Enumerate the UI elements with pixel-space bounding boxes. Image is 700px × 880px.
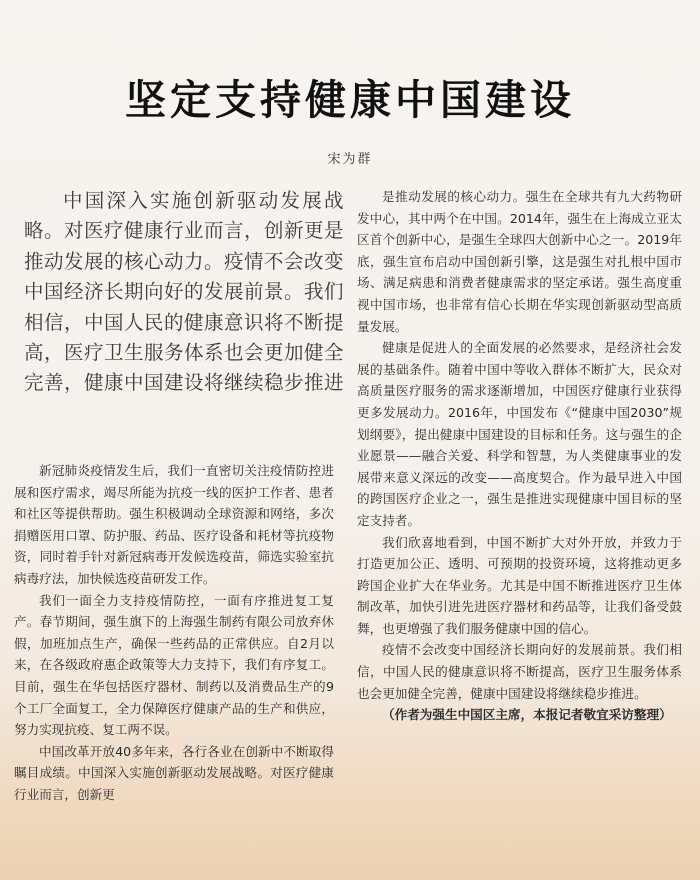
body-paragraph: 健康是促进人的全面发展的必然要求，是经济社会发展的基础条件。随着中国中等收入群体不断扩大，民众对高质量医疗服务的需求逐渐增加，中国医疗健康行业获得更多发展动力。2016年，中国发布《“健康中国2030”规划纲要》，提出健康中国建设的目标和任务。这与强生的企业愿景——融合关爱、科学和智慧，为人类健康事业的发展带来意义深远的改变——高度契合。作为最早进入中国的跨国医疗企业之一，强生是推进实现健康中国目标的坚定支持者。 (357, 340, 682, 528)
body-paragraph: 中国改革开放40多年来，各行各业在创新中不断取得瞩目成绩。中国深入实施创新驱动发展战略。对医疗健康行业而言，创新更 (14, 743, 334, 802)
pull-quote: 中国深入实施创新驱动发展战略。对医疗健康行业而言，创新更是推动发展的核心动力。疫情不会改变中国经济长期向好的发展前景。我们相信，中国人民的健康意识将不断提高，医疗卫生服务体系也会更加健全完善，健康中国建设将继续稳步推进 (24, 189, 345, 395)
body-paragraph: 我们一面全力支持疫情防控，一面有序推进复工复产。春节期间，强生旗下的上海强生制药有限公司放弃休假，加班加点生产，确保一些药品的正常供应。自2月以来，在各级政府惠企政策等大力支持下，我们有序复工。目前，强生在华包括医疗器材、制药以及消费品生产的9个工厂全面复工，全力保障医疗健康产品的生产和供应，努力实现抗疫、复工两不误。 (14, 592, 334, 738)
right-column (357, 186, 682, 726)
body-paragraph: 新冠肺炎疫情发生后，我们一直密切关注疫情防控进展和医疗需求，竭尽所能为抗疫一线的医护工作者、患者和社区等提供帮助。强生积极调动全球资源和网络，多次捐赠医用口罩、防护服、药品、医疗设备和耗材等抗疫物资，同时着手针对新冠病毒开发候选疫苗，筛选实验室抗病毒疗法，加快候选疫苗研发工作。 (14, 463, 334, 586)
body-paragraph: 我们欣喜地看到，中国不断扩大对外开放，并致力于打造更加公正、透明、可预期的投资环境，这将推动更多跨国企业扩大在华业务。尤其是中国不断推进医疗卫生体制改革，加快引进先进医疗器材和药品等，让我们备受鼓舞，也更增强了我们服务健康中国的信心。 (357, 534, 682, 636)
author-note: （作者为强生中国区主席，本报记者敬宜采访整理） (382, 707, 672, 723)
body-paragraph: 疫情不会改变中国经济长期向好的发展前景。我们相信，中国人民的健康意识将不断提高，医疗卫生服务体系也会更加健全完善，健康中国建设将继续稳步推进。 (357, 642, 682, 701)
article-title: 坚定支持健康中国建设 (125, 76, 575, 124)
body-paragraph: 是推动发展的核心动力。强生在全球共有九大药物研发中心，其中两个在中国。2014年，强生在上海成立亚太区首个创新中心，是强生全球四大创新中心之一。2019年底，强生宣布启动中国创新引擎，这是强生对扎根中国市场、满足病患和消费者健康需求的坚定承诺。强生高度重视中国市场，也非常有信心长期在华实现创新驱动型高质量发展。 (357, 189, 682, 334)
author-byline: 宋为群 (327, 152, 373, 167)
left-column (14, 460, 334, 806)
